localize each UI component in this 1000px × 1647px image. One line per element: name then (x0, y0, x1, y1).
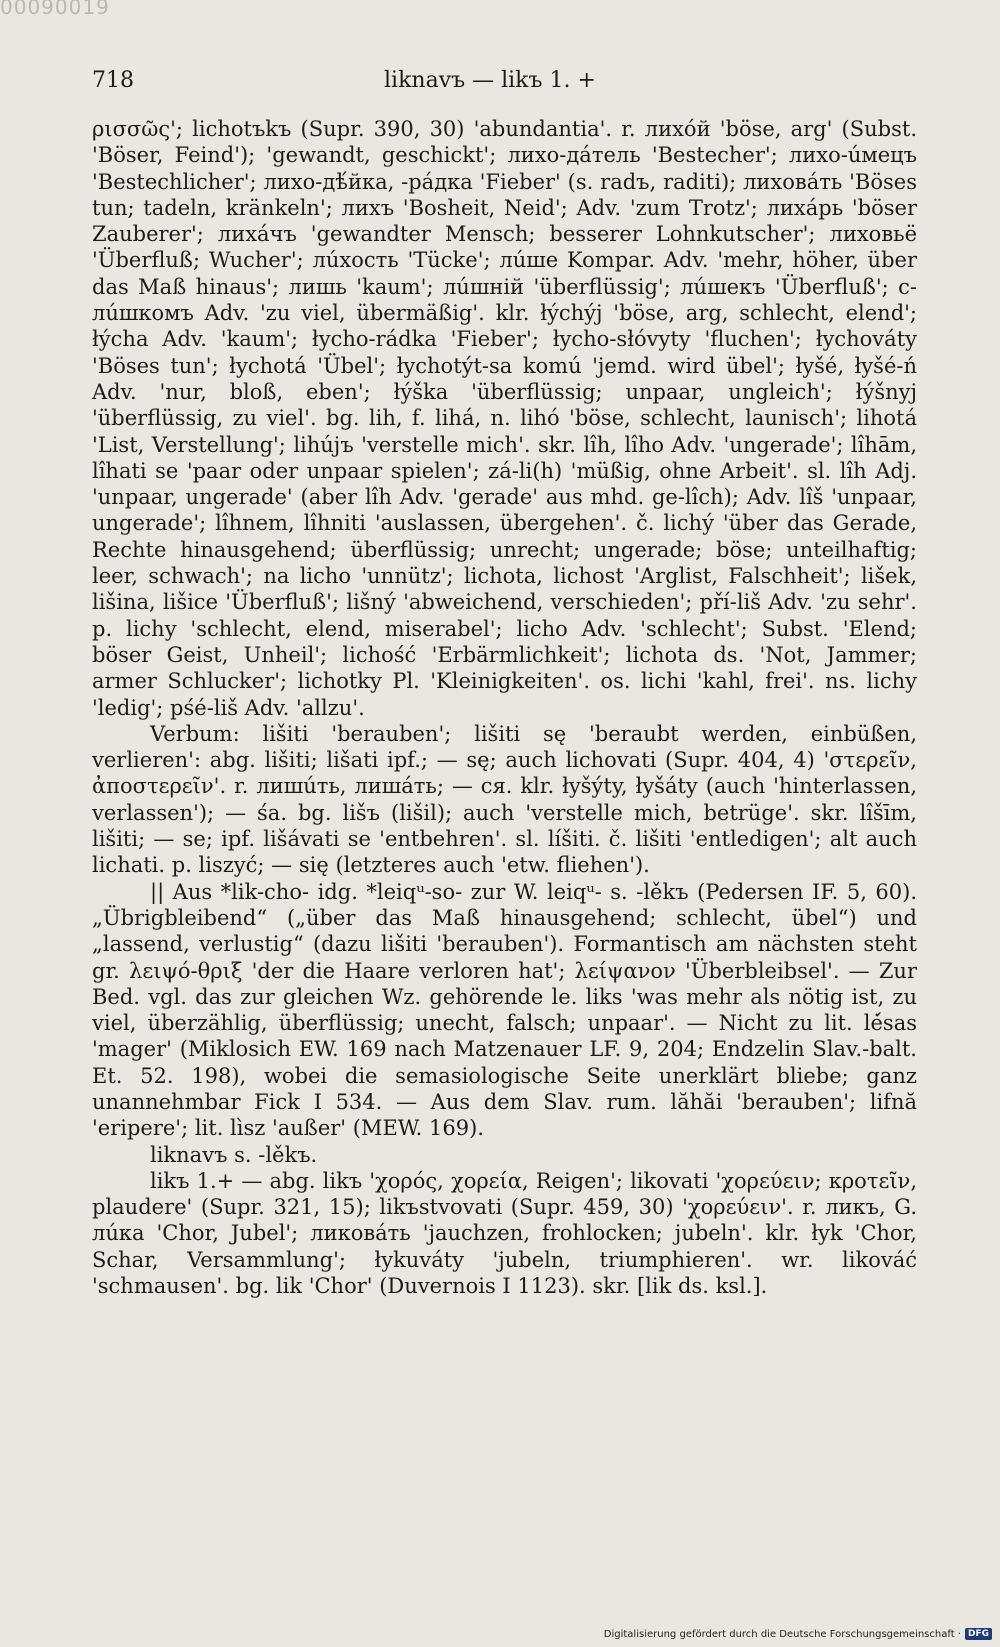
paragraph-verbum: Verbum: lišiti 'berauben'; lišiti sę 'beraubt werden, einbüßen, verlieren': abg. lišiti; lišati ipf.; — sę; auch lichovati (Supr. 404, 4) 'στερεῖν, ἀποστερεῖν'. r. лишúть, лишáть; — ся. klr. łyšýty, łyšáty (auch 'hinterlassen, verlassen'); — śa. bg. lišъ (lišil); auch 'verstelle mich, betrüge'. skr. lîšīm, lišiti; — se; ipf. lišávati se 'entbehren'. sl. líšiti. č. lišiti 'entledigen'; alt auch lichati. p. liszyć; — się (letzteres auch 'etw. fliehen'). (92, 721, 917, 878)
entry-liknav: liknavъ s. -lěkъ. (150, 1142, 318, 1167)
paragraph-derivatives: ρισσῶς'; lichotъkъ (Supr. 390, 30) 'abundantia'. r. лихóй 'böse, arg' (Subst. 'Böser, Feind'); 'gewandt, geschickt'; лихо-дáтель 'Bestecher'; лихо-úмецъ 'Bestechlicher'; лихо-дѣ́йка, -рáдка 'Fieber' (s. radъ, raditi); лиховáть 'Böses tun; tadeln, kränkeln'; лихъ 'Bosheit, Neid'; Adv. 'zum Trotz'; лихáрь 'böser Zauberer'; лихáчъ 'gewandter Mensch; besserer Lohnkutscher'; лиховьё 'Überfluß; Wucher'; лúхость 'Tücke'; лúше Kompar. Adv. 'mehr, höher, über das Maß hinaus'; лишь 'kaum'; лúшній 'überflüssig'; лúшекъ 'Überfluß'; с-лúшкомъ Adv. 'zu viel, übermäßig'. klr. łýchýj 'böse, arg, schlecht, elend'; łýcha Adv. 'kaum'; łycho-rádka 'Fieber'; łycho-słóvyty 'fluchen'; łychováty 'Böses tun'; łychotá 'Übel'; łychotýt-sa komú 'jemd. wird übel'; łyšé, łyšé-ń Adv. 'nur, bloß, eben'; łýška 'überflüssig; unpaar, ungleich'; łýšnyj 'überflüssig, zu viel'. bg. lih, f. lihá, n. lihó 'böse, schlecht, launisch'; lihotá 'List, Verstellung'; lihújъ 'verstelle mich'. skr. lîh, lîho Adv. 'ungerade'; lîhām, lîhati se 'paar oder unpaar spielen'; zá-li(h) 'müßig, ohne Arbeit'. sl. lîh Adj. 'unpaar, ungerade' (aber lîh Adv. 'gerade' aus mhd. ge-lîch); Adv. lîš 'unpaar, ungerade'; lîhnem, lîhniti 'auslassen, übergehen'. č. lichý 'über das Gerade, Rechte hinausgehend; überflüssig; unrecht; ungerade; böse; unteilhaftig; leer, schwach'; na licho 'unnütz'; lichota, lichost 'Arglist, Falschheit'; lišek, lišina, lišice 'Überfluß'; lišný 'abweichend, verschieden'; pří-liš Adv. 'zu sehr'. p. lichy 'schlecht, elend, miserabel'; licho Adv. 'schlecht'; Subst. 'Elend; böser Geist, Unheil'; lichość 'Erbärmlichkeit'; lichota ds. 'Not, Jammer; armer Schlucker'; lichotky Pl. 'Kleinigkeiten'. os. lichi 'kahl, frei'. ns. lichy 'ledig'; pśé-liš Adv. 'allzu'. (92, 117, 917, 720)
footer-credit: Digitalisierung gefördert durch die Deutsche Forschungsgemeinschaft · (603, 1628, 961, 1640)
entry-text (92, 116, 917, 1299)
paragraph-etymology: || Aus *lik-cho- idg. *leiqᵘ-so- zur W. leiqᵘ- s. -lěkъ (Pedersen IF. 5, 60). „Übrigbleibend“ („über das Maß hinausgehend; schlecht, übel“) und „lassend, verlustig“ (dazu lišiti 'berauben'). Formantisch am nächsten steht gr. λειψό-θριξ 'der die Haare verloren hat'; λείψανον 'Überbleibsel'. — Zur Bed. vgl. das zur gleichen Wz. gehörende le. liks 'was mehr als nötig ist, zu viel, überzählig, überflüssig; unecht, falsch; unpaar'. — Nicht zu lit. lė́sas 'mager' (Miklosich EW. 169 nach Matzenauer LF. 9, 204; Endzelin Slav.-balt. Et. 52. 198), wobei die semasiologische Seite unerklärt bliebe; ganz unannehmbar Fick I 534. — Aus dem Slav. rum. lăhăi 'berauben'; lifnă 'eripere'; lit. lìsz 'außer' (MEW. 169). (92, 879, 917, 1141)
running-head: liknavъ — likъ 1. + (384, 68, 596, 93)
page-header (92, 60, 917, 100)
dfg-logo: DFG (965, 1628, 992, 1640)
scan-id-mark: 00090019 (0, 0, 110, 19)
dictionary-page (92, 60, 917, 1299)
entry-lik: likъ 1.+ — abg. likъ 'χορός, χορεία, Reigen'; likovati 'χορεύειν; κροτεῖν, plaudere' (Supr. 321, 15); likъstvovati (Supr. 459, 30) 'χορεύειν'. r. ликъ, G. лúка 'Chor, Jubel'; ликовáть 'jauchzen, frohlocken; jubeln'. klr. łyk 'Chor, Schar, Versammlung'; łykuváty 'jubeln, triumphieren'. wr. likováć 'schmausen'. bg. lik 'Chor' (Duvernois I 1123). skr. [lik ds. ksl.]. (92, 1168, 917, 1299)
page-footer (604, 1628, 992, 1640)
page-number: 718 (92, 68, 134, 93)
